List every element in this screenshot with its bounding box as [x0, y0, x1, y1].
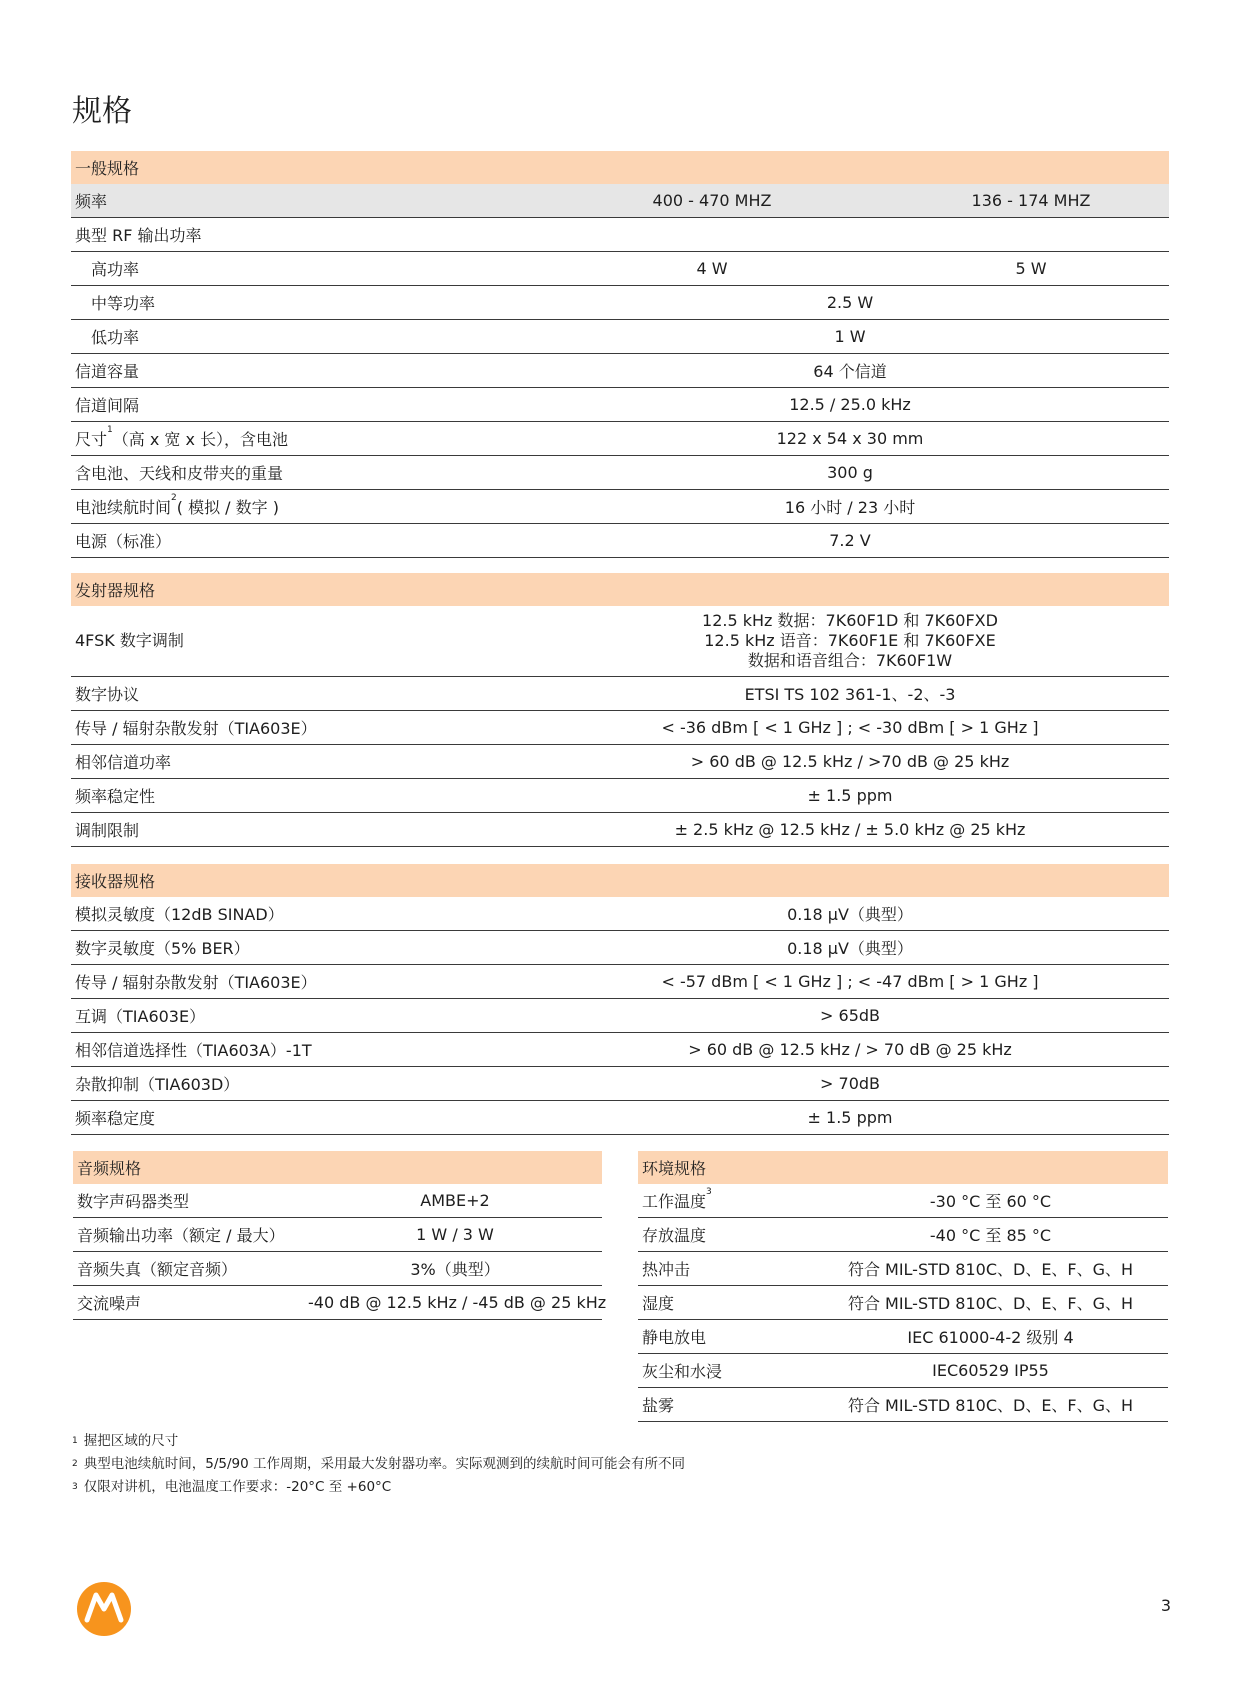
table-row [73, 1252, 602, 1286]
table-row [638, 1388, 1168, 1422]
freq-col2: 136 - 174 MHZ [893, 184, 1169, 218]
footnote-ref: 2 [171, 493, 177, 503]
table-row [638, 1286, 1168, 1320]
page-number: 3 [1160, 1596, 1171, 1615]
table-row [71, 711, 1169, 745]
table-row [71, 252, 1169, 286]
footnote [72, 1476, 685, 1499]
row-value: > 65dB [531, 999, 1169, 1033]
row-label: 低功率 [71, 320, 531, 354]
table-row [71, 354, 1169, 388]
row-label: 静电放电 [638, 1320, 813, 1354]
row-label: 数字灵敏度（5% BER） [71, 931, 531, 965]
row-label: 音频失真（额定音频） [73, 1252, 308, 1286]
row-value: < -36 dBm [ < 1 GHz ] ; < -30 dBm [ > 1 GHz ] [531, 711, 1169, 745]
table-row [71, 320, 1169, 354]
row-value: ± 2.5 kHz @ 12.5 kHz / ± 5.0 kHz @ 25 kHz [531, 813, 1169, 847]
row-label: 数字协议 [71, 677, 531, 711]
row-label: 信道容量 [71, 354, 531, 388]
section-header [71, 151, 1169, 184]
row-value: -30 °C 至 60 °C [813, 1184, 1168, 1218]
label-text: ( 模拟 / 数字 ) [176, 498, 279, 517]
row-label: 盐雾 [638, 1388, 813, 1422]
row-label: 模拟灵敏度（12dB SINAD） [71, 897, 531, 931]
section-header [71, 573, 1169, 606]
table-row [71, 388, 1169, 422]
footnotes [72, 1430, 685, 1499]
row-value: 1 W / 3 W [308, 1218, 602, 1252]
table-row [73, 1218, 602, 1252]
footnote-number: 1 [72, 1436, 78, 1446]
row-value: ETSI TS 102 361-1、-2、-3 [531, 677, 1169, 711]
footnote-text: 典型电池续航时间，5/5/90 工作周期，采用最大发射器功率。实际观测到的续航时间可能会有所不同 [83, 1456, 685, 1472]
value-line: 数据和语音组合：7K60F1W [747, 651, 953, 670]
row-label: 频率稳定度 [71, 1101, 531, 1135]
freq-col1: 400 - 470 MHZ [531, 184, 893, 218]
row-label: 相邻信道功率 [71, 745, 531, 779]
section-header [71, 864, 1169, 897]
row-label: 传导 / 辐射杂散发射（TIA603E） [71, 965, 531, 999]
row-value: IEC 61000-4-2 级别 4 [813, 1320, 1168, 1354]
row-label [71, 422, 531, 456]
row-value: 符合 MIL-STD 810C、D、E、F、G、H [813, 1252, 1168, 1286]
row-value: 4 W [531, 252, 893, 286]
row-value: 符合 MIL-STD 810C、D、E、F、G、H [813, 1388, 1168, 1422]
row-value: 0.18 μV（典型） [531, 897, 1169, 931]
environment-specs-table [638, 1151, 1168, 1422]
row-value: -40 dB @ 12.5 kHz / -45 dB @ 25 kHz [308, 1286, 602, 1320]
transmitter-header: 发射器规格 [71, 573, 1169, 606]
row-value: 122 x 54 x 30 mm [531, 422, 1169, 456]
table-row [638, 1354, 1168, 1388]
table-row [71, 286, 1169, 320]
row-label: 频率稳定性 [71, 779, 531, 813]
environment-header: 环境规格 [638, 1151, 1168, 1184]
section-header [73, 1151, 602, 1184]
row-value: ± 1.5 ppm [531, 1101, 1169, 1135]
table-row [71, 524, 1169, 558]
row-label: 传导 / 辐射杂散发射（TIA603E） [71, 711, 531, 745]
row-label: 音频输出功率（额定 / 最大） [73, 1218, 308, 1252]
transmitter-specs-table [71, 573, 1169, 847]
table-row [638, 1320, 1168, 1354]
row-label: 调制限制 [71, 813, 531, 847]
row-label: 频率 [71, 184, 531, 218]
general-header: 一般规格 [71, 151, 1169, 184]
table-row [71, 218, 1169, 252]
row-value: 符合 MIL-STD 810C、D、E、F、G、H [813, 1286, 1168, 1320]
table-row [71, 931, 1169, 965]
table-row [71, 813, 1169, 847]
row-value: 2.5 W [531, 286, 1169, 320]
row-value: < -57 dBm [ < 1 GHz ] ; < -47 dBm [ > 1 GHz ] [531, 965, 1169, 999]
row-label: 信道间隔 [71, 388, 531, 422]
row-label: 交流噪声 [73, 1286, 308, 1320]
value-line: 12.5 kHz 数据：7K60F1D 和 7K60FXD [702, 611, 998, 630]
row-value: IEC60529 IP55 [813, 1354, 1168, 1388]
table-row [638, 1218, 1168, 1252]
label-text: 尺寸 [75, 430, 108, 449]
table-row [71, 677, 1169, 711]
receiver-specs-table [71, 864, 1169, 1135]
table-row [638, 1184, 1168, 1218]
footnote-text: 握把区域的尺寸 [83, 1433, 179, 1449]
row-label [638, 1184, 813, 1218]
label-text: 工作温度 [642, 1192, 707, 1211]
footnote [72, 1430, 685, 1453]
footnote-ref: 3 [706, 1187, 712, 1197]
row-label: 中等功率 [71, 286, 531, 320]
table-row [71, 779, 1169, 813]
footnote [72, 1453, 685, 1476]
row-value [531, 606, 1169, 677]
page-title: 规格 [72, 94, 132, 129]
row-label [71, 490, 531, 524]
row-value: -40 °C 至 85 °C [813, 1218, 1168, 1252]
row-label: 互调（TIA603E） [71, 999, 531, 1033]
table-row [73, 1286, 602, 1320]
table-row [71, 745, 1169, 779]
value-line: 12.5 kHz 语音：7K60F1E 和 7K60FXE [704, 631, 996, 650]
row-value: 7.2 V [531, 524, 1169, 558]
table-row [71, 456, 1169, 490]
row-label: 电源（标准） [71, 524, 531, 558]
row-label: 含电池、天线和皮带夹的重量 [71, 456, 531, 490]
row-value: 1 W [531, 320, 1169, 354]
row-value: > 60 dB @ 12.5 kHz / >70 dB @ 25 kHz [531, 745, 1169, 779]
section-header [638, 1151, 1168, 1184]
row-label: 湿度 [638, 1286, 813, 1320]
row-label: 相邻信道选择性（TIA603A）-1T [71, 1033, 531, 1067]
motorola-logo-icon [77, 1582, 131, 1636]
footnote-ref: 1 [107, 425, 113, 435]
table-row [71, 1067, 1169, 1101]
table-row [71, 490, 1169, 524]
row-label: 典型 RF 输出功率 [71, 218, 1169, 252]
audio-header: 音频规格 [73, 1151, 602, 1184]
row-label: 热冲击 [638, 1252, 813, 1286]
row-label: 高功率 [71, 252, 531, 286]
label-text: （高 x 宽 x 长），含电池 [112, 430, 289, 449]
row-label: 4FSK 数字调制 [71, 606, 531, 677]
table-row [71, 965, 1169, 999]
row-value: 5 W [893, 252, 1169, 286]
table-row [71, 184, 1169, 218]
row-value: ± 1.5 ppm [531, 779, 1169, 813]
row-value: 12.5 / 25.0 kHz [531, 388, 1169, 422]
table-row [71, 999, 1169, 1033]
row-label: 杂散抑制（TIA603D） [71, 1067, 531, 1101]
table-row [638, 1252, 1168, 1286]
row-value: 300 g [531, 456, 1169, 490]
row-value: > 70dB [531, 1067, 1169, 1101]
footnote-number: 3 [72, 1482, 78, 1492]
row-value: > 60 dB @ 12.5 kHz / > 70 dB @ 25 kHz [531, 1033, 1169, 1067]
table-row [71, 897, 1169, 931]
footnote-text: 仅限对讲机，电池温度工作要求：-20°C 至 +60°C [83, 1479, 392, 1495]
general-specs-table [71, 151, 1169, 558]
row-value: 3%（典型） [308, 1252, 602, 1286]
table-row [71, 1101, 1169, 1135]
row-label: 灰尘和水浸 [638, 1354, 813, 1388]
table-row [71, 606, 1169, 677]
label-text: 电池续航时间 [75, 498, 172, 517]
row-value: AMBE+2 [308, 1184, 602, 1218]
row-value: 64 个信道 [531, 354, 1169, 388]
audio-specs-table [73, 1151, 607, 1320]
receiver-header: 接收器规格 [71, 864, 1169, 897]
row-label: 数字声码器类型 [73, 1184, 308, 1218]
table-row [71, 422, 1169, 456]
row-value: 0.18 μV（典型） [531, 931, 1169, 965]
table-row [73, 1184, 602, 1218]
row-label: 存放温度 [638, 1218, 813, 1252]
row-value: 16 小时 / 23 小时 [531, 490, 1169, 524]
footnote-number: 2 [72, 1459, 78, 1469]
table-row [71, 1033, 1169, 1067]
